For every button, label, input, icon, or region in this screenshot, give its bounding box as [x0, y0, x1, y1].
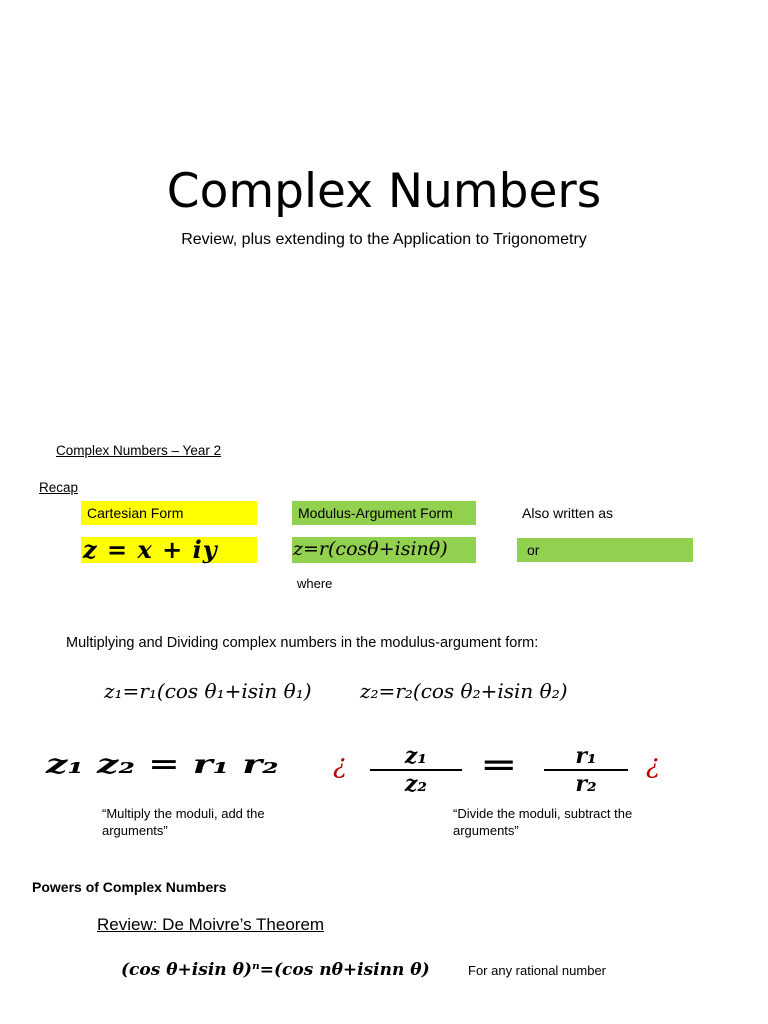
cartesian-formula-box [81, 537, 257, 563]
ratio-numerator: r₁ [575, 743, 597, 769]
cartesian-label: Cartesian Form [87, 505, 184, 521]
demoivre-formula: (cos θ+isin θ)ⁿ=(cos nθ+isinn θ) [121, 960, 430, 980]
quotient-denominator: z₂ [404, 771, 428, 797]
page-subtitle: Review, plus extending to the Application to Trigonometry [181, 231, 587, 248]
demoivre-note: For any rational number [468, 963, 607, 978]
product-equation: z₁ z₂ = r₁ r₂ [46, 750, 279, 780]
cartesian-label-box [81, 501, 257, 525]
or-text: or [527, 542, 540, 558]
quotient-fraction [370, 745, 462, 795]
modulus-formula: z=r(cosθ+isinθ) [293, 538, 448, 560]
ratio-denominator: r₂ [575, 771, 597, 797]
powers-heading: Powers of Complex Numbers [32, 879, 227, 895]
z1-formula: z₁=r₁(cos θ₁+isin θ₁) [104, 679, 312, 703]
also-written-text: Also written as [522, 505, 614, 521]
modulus-label-box [292, 501, 476, 525]
recap-label: Recap [39, 480, 79, 495]
quotient-symbol: ¿ [646, 750, 660, 780]
product-symbol: ¿ [333, 750, 347, 780]
alternate-form-box [517, 538, 693, 562]
page-title: Complex Numbers [166, 164, 602, 219]
modulus-formula-box [292, 537, 476, 563]
section-heading: Complex Numbers – Year 2 [56, 443, 222, 458]
divide-note: “Divide the moduli, subtract the arguments” [453, 806, 633, 838]
ratio-fraction [544, 745, 628, 795]
multiply-note: “Multiply the moduli, add the arguments” [102, 806, 265, 838]
multiplying-heading: Multiplying and Dividing complex numbers in the modulus-argument form: [66, 635, 539, 651]
z2-formula: z₂=r₂(cos θ₂+isin θ₂) [360, 679, 568, 703]
modulus-label: Modulus-Argument Form [298, 505, 453, 521]
cartesian-formula: z = x + iy [83, 535, 218, 564]
quotient-equals: = [480, 748, 518, 781]
where-text: where [297, 576, 333, 591]
demoivre-title: Review: De Moivre’s Theorem [97, 915, 325, 934]
quotient-numerator: z₁ [404, 743, 428, 769]
